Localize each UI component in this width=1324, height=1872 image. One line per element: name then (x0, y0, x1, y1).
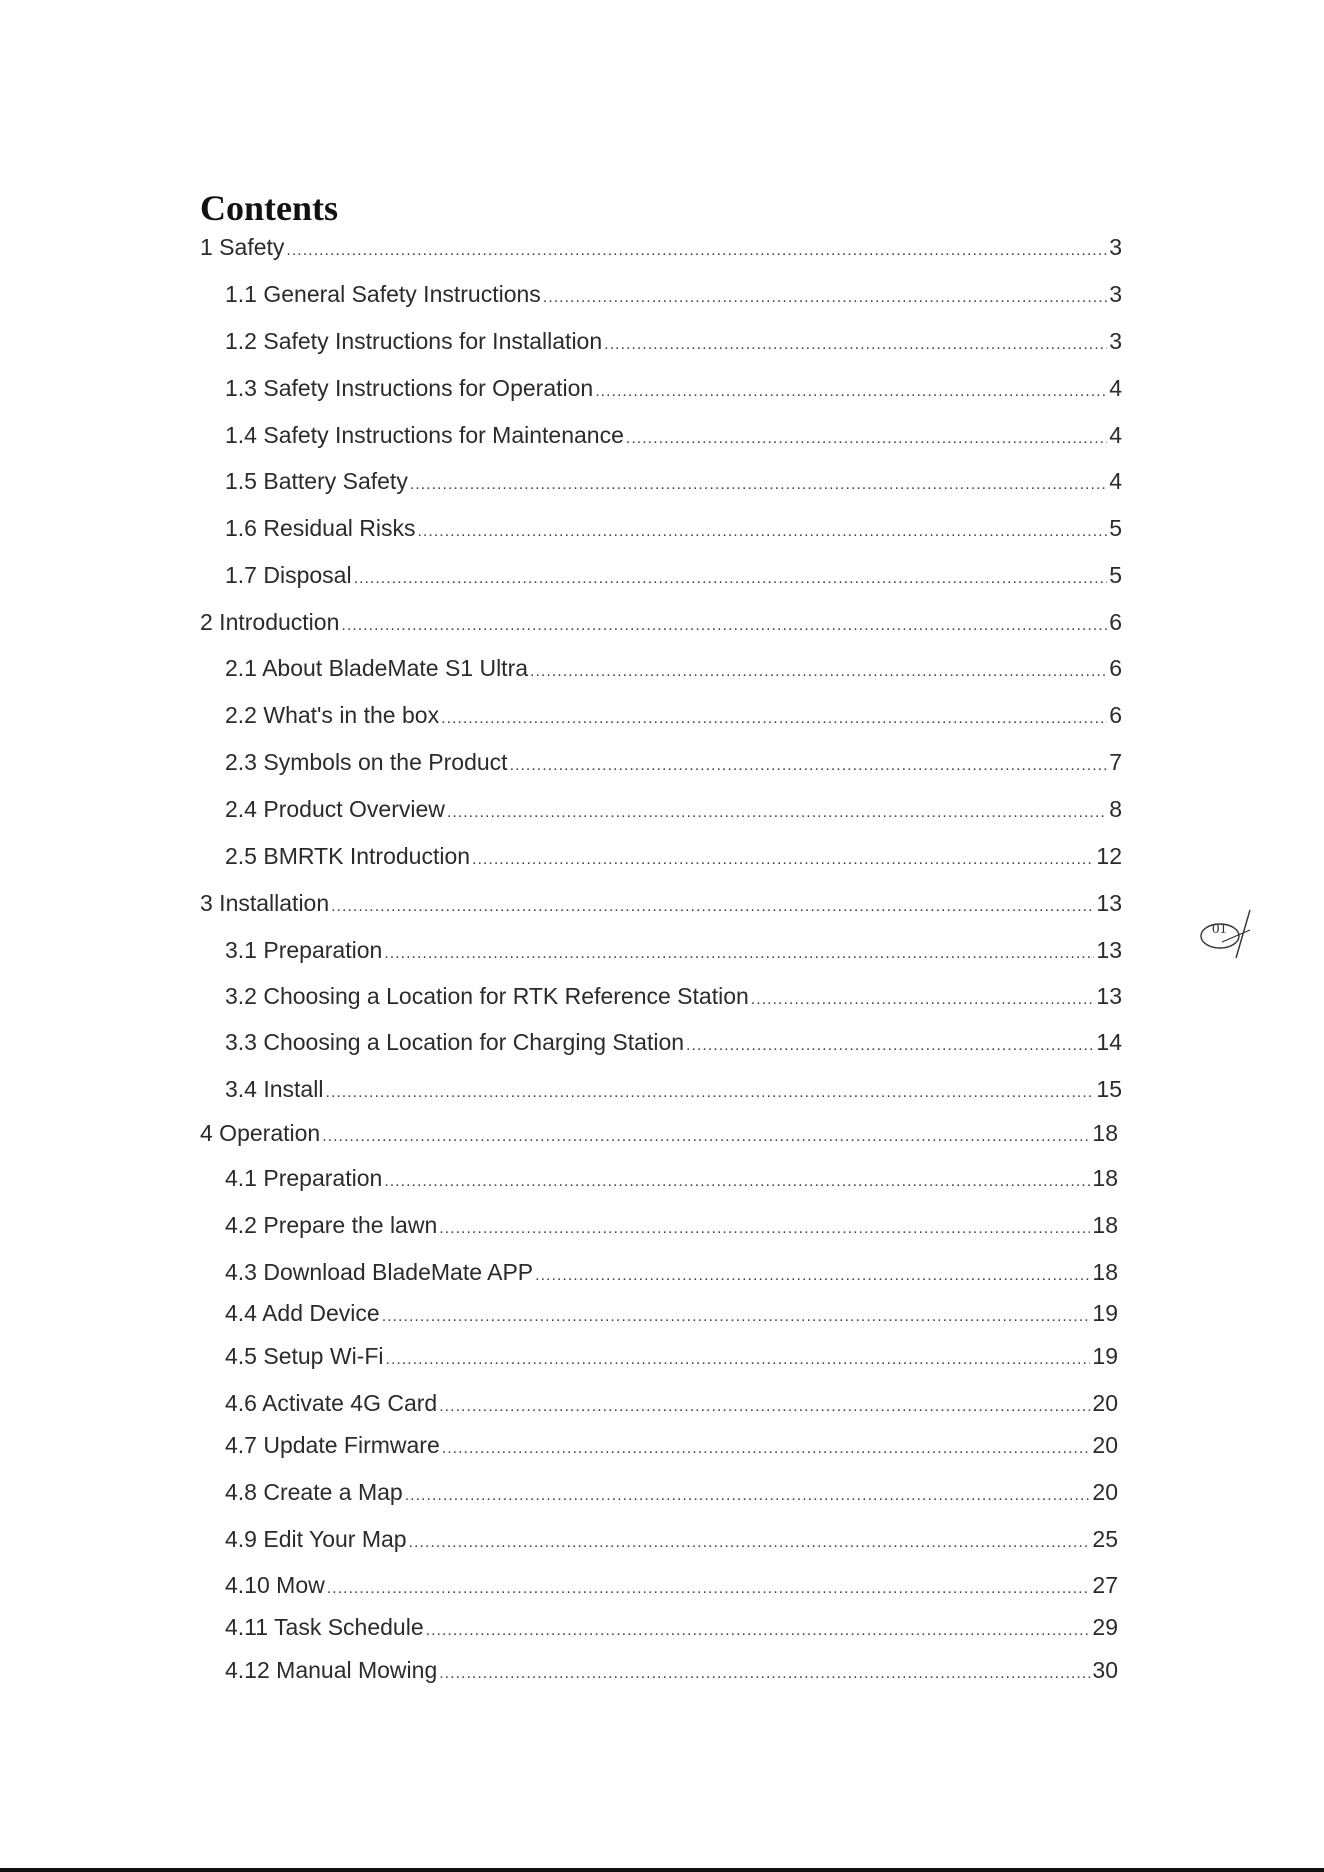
toc-entry[interactable] (200, 232, 1122, 266)
toc-entry-label: 4.11 Task Schedule (225, 1614, 424, 1640)
toc-entry-page: 20 (1092, 1432, 1118, 1458)
toc-entry[interactable] (200, 888, 1122, 922)
toc-entry[interactable] (225, 560, 1122, 594)
toc-dot-leader (417, 517, 1107, 547)
toc-entry-page: 19 (1092, 1343, 1118, 1369)
toc-entry[interactable] (225, 513, 1122, 547)
toc-entry-label: 2.3 Symbols on the Product (225, 749, 508, 775)
toc-entry-label: 1.6 Residual Risks (225, 515, 416, 541)
toc-entry[interactable] (225, 747, 1122, 781)
toc-entry-label: 4.1 Preparation (225, 1165, 383, 1191)
toc-dot-leader (510, 751, 1108, 781)
toc-dot-leader (595, 377, 1107, 407)
toc-entry-label: 3.3 Choosing a Location for Charging Station (225, 1029, 685, 1055)
toc-entry-label: 4.7 Update Firmware (225, 1432, 440, 1458)
toc-entry-page: 4 (1109, 422, 1122, 448)
toc-entry[interactable] (225, 1477, 1118, 1511)
toc-dot-leader (341, 611, 1107, 641)
toc-entry-label: 4.2 Prepare the lawn (225, 1212, 438, 1238)
toc-entry-label: 1.1 General Safety Instructions (225, 281, 541, 307)
toc-entry-page: 5 (1109, 515, 1122, 541)
toc-entry[interactable] (225, 1163, 1118, 1197)
toc-entry[interactable] (225, 1257, 1118, 1291)
toc-entry-label: 2.1 About BladeMate S1 Ultra (225, 655, 529, 681)
toc-entry-page: 3 (1109, 328, 1122, 354)
toc-dot-leader (543, 283, 1107, 313)
toc-dot-leader (286, 236, 1107, 266)
toc-entry-label: 4.9 Edit Your Map (225, 1526, 407, 1552)
toc-entry-page: 6 (1109, 655, 1122, 681)
page-number-badge-icon (1198, 906, 1258, 962)
toc-entry-page: 4 (1109, 468, 1122, 494)
toc-entry-page: 27 (1092, 1572, 1118, 1598)
toc-entry[interactable] (225, 420, 1122, 454)
toc-entry-label: 4.12 Manual Mowing (225, 1657, 438, 1683)
toc-entry-page: 18 (1092, 1259, 1118, 1285)
toc-entry[interactable] (225, 326, 1122, 360)
toc-dot-leader (604, 330, 1107, 360)
toc-entry-page: 4 (1109, 375, 1122, 401)
toc-entry-label: 3.2 Choosing a Location for RTK Reference Station (225, 983, 749, 1009)
page-title: Contents (200, 188, 339, 228)
toc-entry[interactable] (225, 700, 1122, 734)
page-number-mark (1198, 906, 1258, 962)
toc-dot-leader (535, 1261, 1090, 1291)
toc-dot-leader (354, 564, 1108, 594)
toc-entry-page: 18 (1092, 1120, 1118, 1146)
toc-entry-page: 15 (1096, 1076, 1122, 1102)
toc-entry-page: 13 (1096, 983, 1122, 1009)
toc-entry-label: 4.10 Mow (225, 1572, 325, 1598)
toc-entry-page: 12 (1096, 843, 1122, 869)
toc-entry-label: 3.4 Install (225, 1076, 324, 1102)
toc-entry-label: 2.4 Product Overview (225, 796, 445, 822)
toc-entry-label: 1.4 Safety Instructions for Maintenance (225, 422, 624, 448)
toc-entry-page: 20 (1092, 1390, 1118, 1416)
toc-entry[interactable] (225, 841, 1122, 875)
toc-entry[interactable] (200, 1118, 1118, 1152)
toc-entry-page: 14 (1096, 1029, 1122, 1055)
toc-entry-label: 1.3 Safety Instructions for Operation (225, 375, 594, 401)
toc-entry-page: 3 (1109, 281, 1122, 307)
toc-entry[interactable] (200, 607, 1122, 641)
toc-entry-label: 3 Installation (200, 890, 330, 916)
toc-entry-page: 13 (1096, 890, 1122, 916)
toc-entry-label: 1 Safety (200, 234, 285, 260)
toc-entry-page: 18 (1092, 1212, 1118, 1238)
toc-entry[interactable] (225, 466, 1122, 500)
toc-dot-leader (409, 1528, 1091, 1558)
toc-entry-label: 3.1 Preparation (225, 937, 383, 963)
toc-entry-page: 29 (1092, 1614, 1118, 1640)
toc-dot-leader (472, 845, 1094, 875)
toc-dot-leader (331, 892, 1094, 922)
toc-entry-page: 6 (1109, 702, 1122, 728)
toc-entry-page: 30 (1092, 1657, 1118, 1683)
toc-entry[interactable] (225, 1570, 1118, 1604)
toc-dot-leader (386, 1345, 1091, 1375)
toc-entry-label: 1.5 Battery Safety (225, 468, 408, 494)
toc-entry-label: 4 Operation (200, 1120, 321, 1146)
toc-entry[interactable] (225, 653, 1122, 687)
toc-entry[interactable] (225, 1027, 1122, 1061)
toc-entry-page: 5 (1109, 562, 1122, 588)
toc-entry-page: 19 (1092, 1300, 1118, 1326)
toc-entry-label: 4.8 Create a Map (225, 1479, 403, 1505)
toc-dot-leader (447, 798, 1107, 828)
toc-dot-leader (439, 1392, 1090, 1422)
toc-entry[interactable] (225, 935, 1122, 969)
toc-entry-page: 13 (1096, 937, 1122, 963)
toc-entry[interactable] (225, 1210, 1118, 1244)
table-of-contents (200, 0, 1122, 1872)
toc-entry[interactable] (225, 794, 1122, 828)
toc-dot-leader (626, 424, 1107, 454)
toc-dot-leader (322, 1122, 1090, 1152)
toc-dot-leader (686, 1031, 1094, 1061)
toc-dot-leader (405, 1481, 1091, 1511)
toc-entry-page: 7 (1109, 749, 1122, 775)
page-number: 01 (1212, 921, 1227, 937)
toc-entry[interactable] (225, 1388, 1118, 1422)
toc-dot-leader (384, 939, 1094, 969)
toc-entry-label: 2.5 BMRTK Introduction (225, 843, 471, 869)
toc-entry[interactable] (225, 1612, 1118, 1646)
toc-entry-page: 20 (1092, 1479, 1118, 1505)
toc-entry[interactable] (225, 1430, 1118, 1464)
toc-entry[interactable] (225, 1524, 1118, 1558)
toc-entry[interactable] (225, 1341, 1118, 1375)
toc-entry-page: 25 (1092, 1526, 1118, 1552)
toc-entry-label: 4.5 Setup Wi-Fi (225, 1343, 384, 1369)
toc-entry-label: 1.7 Disposal (225, 562, 352, 588)
toc-entry-label: 1.2 Safety Instructions for Installation (225, 328, 603, 354)
toc-entry-page: 3 (1109, 234, 1122, 260)
toc-dot-leader (439, 1214, 1090, 1244)
toc-dot-leader (410, 470, 1107, 500)
toc-dot-leader (382, 1302, 1091, 1332)
toc-dot-leader (439, 1659, 1090, 1689)
toc-entry-label: 4.6 Activate 4G Card (225, 1390, 438, 1416)
toc-entry[interactable] (225, 373, 1122, 407)
toc-dot-leader (442, 1434, 1091, 1464)
toc-entry-page: 8 (1109, 796, 1122, 822)
toc-entry[interactable] (225, 1074, 1122, 1108)
toc-dot-leader (325, 1078, 1094, 1108)
toc-entry[interactable] (225, 1298, 1118, 1332)
toc-entry-label: 2 Introduction (200, 609, 340, 635)
toc-entry-label: 4.3 Download BladeMate APP (225, 1259, 534, 1285)
toc-entry[interactable] (225, 279, 1122, 313)
toc-dot-leader (384, 1167, 1090, 1197)
toc-entry-page: 6 (1109, 609, 1122, 635)
toc-entry-label: 2.2 What's in the box (225, 702, 440, 728)
toc-dot-leader (327, 1574, 1091, 1604)
toc-dot-leader (441, 704, 1107, 734)
toc-dot-leader (751, 985, 1095, 1015)
toc-entry[interactable] (225, 1655, 1118, 1689)
toc-entry[interactable] (225, 981, 1122, 1015)
toc-entry-page: 18 (1092, 1165, 1118, 1191)
footer-rule (0, 1868, 1324, 1872)
toc-dot-leader (426, 1616, 1091, 1646)
toc-entry-label: 4.4 Add Device (225, 1300, 380, 1326)
toc-dot-leader (530, 657, 1107, 687)
